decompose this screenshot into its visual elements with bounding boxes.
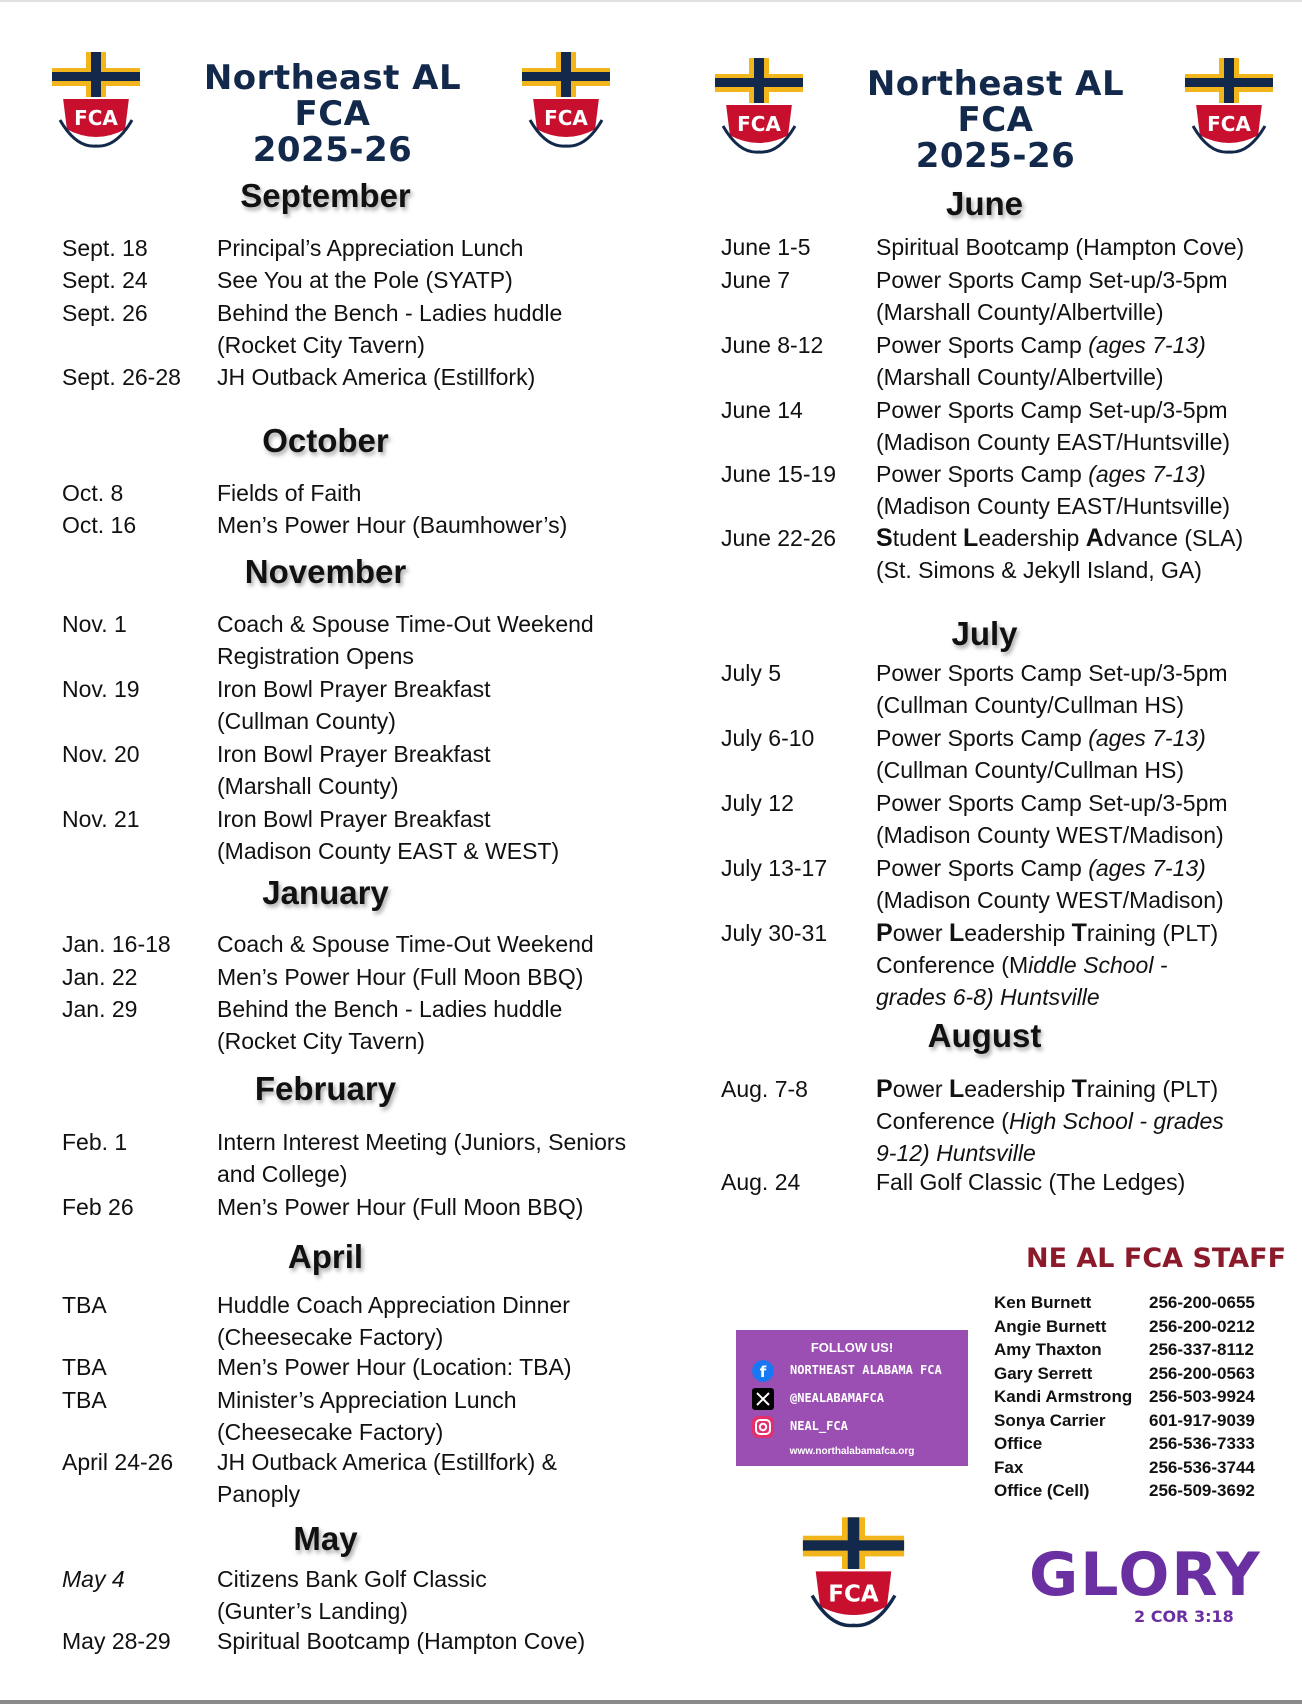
svg-text:f: f	[759, 1363, 767, 1381]
event-title: Power Leadership Training (PLT) Conference (High School - grades 9-12) Huntsville	[876, 1075, 1224, 1166]
event-date: Sept. 26-28	[62, 364, 181, 390]
follow-title: FOLLOW US!	[810, 1340, 894, 1355]
instagram-link[interactable]	[752, 1416, 962, 1440]
month-heading-august: August	[927, 1017, 1042, 1054]
event-date: Nov. 19	[62, 676, 140, 702]
event-date: July 6-10	[721, 725, 815, 751]
event-title: Huddle Coach Appreciation Dinner (Cheesecake Factory)	[217, 1292, 570, 1350]
social-follow-box	[736, 1330, 968, 1466]
staff-row	[994, 1364, 1294, 1388]
event-title: Men’s Power Hour (Baumhower’s)	[217, 512, 568, 538]
event-title: Behind the Bench - Ladies huddle (Rocket City Tavern)	[217, 996, 563, 1054]
event-date: Sept. 24	[62, 267, 148, 293]
svg-text:FCA: FCA	[737, 112, 781, 136]
event-title: Power Sports Camp Set-up/3-5pm (Madison County EAST/Huntsville)	[876, 397, 1231, 455]
event-date: Oct. 8	[62, 480, 124, 506]
event-date: June 7	[721, 267, 791, 293]
event-title: Power Sports Camp (ages 7-13) (Cullman County/Cullman HS)	[876, 725, 1206, 783]
event-date: TBA	[62, 1387, 107, 1413]
month-heading-february: February	[254, 1070, 397, 1107]
event-title: Power Sports Camp Set-up/3-5pm (Marshall County/Albertville)	[876, 267, 1228, 325]
event-date: Oct. 16	[62, 512, 137, 538]
staff-phone: 256-337-8112	[1149, 1340, 1254, 1359]
event-date: Jan. 22	[62, 964, 138, 990]
page-title	[823, 66, 1168, 174]
event-title: Men’s Power Hour (Full Moon BBQ)	[217, 1194, 584, 1220]
month-heading-january: January	[262, 874, 389, 911]
event-date: April 24-26	[62, 1449, 174, 1475]
event-date: June 8-12	[721, 332, 824, 358]
event-date: July 30-31	[721, 920, 828, 946]
header-left	[40, 50, 620, 170]
event-title: Power Leadership Training (PLT) Conference (Middle School - grades 6-8) Huntsville	[876, 919, 1219, 1010]
staff-row	[994, 1411, 1294, 1435]
month-heading-september: September	[240, 177, 411, 214]
event-date: May 28-29	[62, 1628, 171, 1654]
staff-name: Office (Cell)	[994, 1481, 1090, 1500]
event-title: JH Outback America (Estillfork)	[217, 364, 536, 390]
event-title: Power Sports Camp (ages 7-13) (Marshall County/Albertville)	[876, 332, 1206, 390]
staff-phone: 256-536-7333	[1149, 1434, 1255, 1453]
instagram-icon	[752, 1416, 774, 1438]
x-link[interactable]	[752, 1388, 962, 1412]
event-title: Citizens Bank Golf Classic (Gunter’s Landing)	[217, 1566, 487, 1624]
event-title: Spiritual Bootcamp (Hampton Cove)	[876, 234, 1245, 260]
event-date: July 5	[721, 660, 782, 686]
staff-phone: 256-536-3744	[1149, 1457, 1255, 1477]
staff-title: NE AL FCA STAFF	[1025, 1243, 1287, 1274]
event-title: Intern Interest Meeting (Juniors, Seniors and College)	[217, 1129, 627, 1187]
svg-text:FCA: FCA	[544, 106, 588, 130]
staff-name: Amy Thaxton	[994, 1340, 1102, 1359]
event-date: June 15-19	[721, 461, 837, 487]
event-date: Nov. 21	[62, 806, 140, 832]
event-title: Iron Bowl Prayer Breakfast (Madison County EAST & WEST)	[217, 806, 560, 864]
staff-row	[994, 1434, 1294, 1458]
event-date: July 12	[721, 790, 794, 816]
event-date: Nov. 20	[62, 741, 140, 767]
event-date: Nov. 1	[62, 611, 127, 637]
event-title: Power Sports Camp (ages 7-13) (Madison County EAST/Huntsville)	[876, 461, 1231, 519]
month-heading-november: November	[244, 553, 407, 590]
event-date: TBA	[62, 1354, 107, 1380]
staff-row	[994, 1293, 1294, 1317]
event-title: Principal’s Appreciation Lunch	[217, 235, 524, 261]
event-title: Coach & Spouse Time-Out Weekend Registration Opens	[217, 611, 594, 669]
staff-row	[994, 1317, 1294, 1341]
event-title: Iron Bowl Prayer Breakfast (Marshall County)	[217, 741, 491, 799]
event-title: Minister’s Appreciation Lunch (Cheesecake Factory)	[217, 1387, 517, 1445]
x-handle: @NEALABAMAFCA	[790, 1391, 884, 1405]
event-title: JH Outback America (Estillfork) & Panoply	[217, 1449, 557, 1507]
event-title: Coach & Spouse Time-Out Weekend	[217, 931, 594, 957]
instagram-handle: NEAL_FCA	[790, 1419, 848, 1433]
event-date: June 1-5	[721, 234, 811, 260]
month-heading-october: October	[262, 422, 389, 459]
staff-phone: 601-917-9039	[1149, 1410, 1255, 1430]
page-title	[160, 60, 505, 168]
month-heading-june: June	[945, 185, 1024, 222]
svg-text:FCA: FCA	[74, 106, 118, 130]
staff-name: Gary Serrett	[994, 1363, 1093, 1383]
title-line-2: 2025-26	[915, 136, 1076, 176]
glory-word: GLORY	[1029, 1540, 1262, 1610]
fca-logo-icon	[709, 56, 809, 156]
event-date: Feb 26	[62, 1194, 134, 1220]
event-date: July 13-17	[721, 855, 828, 881]
event-date: Jan. 29	[62, 996, 138, 1022]
event-date: June 14	[721, 397, 803, 423]
event-date: Feb. 1	[62, 1129, 128, 1155]
event-title: Power Sports Camp Set-up/3-5pm (Madison County WEST/Madison)	[876, 790, 1228, 848]
event-date: May 4	[62, 1566, 125, 1592]
event-title: See You at the Pole (SYATP)	[217, 267, 513, 293]
month-heading-april: April	[287, 1238, 364, 1275]
event-title: Men’s Power Hour (Location: TBA)	[217, 1354, 572, 1380]
event-date: Sept. 18	[62, 235, 148, 261]
event-title: Iron Bowl Prayer Breakfast (Cullman County)	[217, 676, 491, 734]
event-date: TBA	[62, 1292, 107, 1318]
glory-graphic	[1029, 1540, 1269, 1626]
staff-name: Sonya Carrier	[994, 1410, 1106, 1430]
staff-phone: 256-200-0563	[1149, 1363, 1255, 1383]
event-date: Sept. 26	[62, 300, 148, 326]
right-column	[651, 0, 1302, 1704]
facebook-handle: NORTHEAST ALABAMA FCA	[790, 1363, 942, 1377]
title-line-1: Northeast AL FCA	[866, 64, 1125, 140]
fca-logo-icon	[46, 50, 146, 150]
staff-row	[994, 1387, 1294, 1411]
staff-row	[994, 1458, 1294, 1482]
title-line-1: Northeast AL FCA	[203, 58, 462, 134]
staff-name: Kandi Armstrong	[994, 1387, 1133, 1406]
header-right	[703, 56, 1283, 176]
event-title: Fall Golf Classic (The Ledges)	[876, 1169, 1186, 1195]
event-title: Power Sports Camp Set-up/3-5pm (Cullman County/Cullman HS)	[876, 660, 1228, 718]
facebook-link[interactable]	[752, 1360, 962, 1384]
x-icon	[752, 1388, 774, 1410]
event-title: Spiritual Bootcamp (Hampton Cove)	[217, 1628, 586, 1654]
staff-phone: 256-200-0212	[1149, 1316, 1255, 1336]
event-title: Behind the Bench - Ladies huddle (Rocket City Tavern)	[217, 300, 563, 358]
staff-name: Angie Burnett	[994, 1316, 1107, 1336]
staff-name: Office	[994, 1434, 1043, 1453]
fca-logo-icon	[516, 50, 616, 150]
staff-list	[994, 1293, 1294, 1505]
fca-logo-icon	[796, 1515, 911, 1630]
event-title: Men’s Power Hour (Full Moon BBQ)	[217, 964, 584, 990]
event-title: Power Sports Camp (ages 7-13) (Madison County WEST/Madison)	[876, 855, 1224, 913]
bottom-border	[0, 1700, 1302, 1704]
event-title: Fields of Faith	[217, 480, 362, 506]
staff-name: Ken Burnett	[994, 1293, 1092, 1312]
event-date: Aug. 24	[721, 1169, 801, 1195]
month-heading-july: July	[951, 615, 1018, 652]
svg-text:FCA: FCA	[828, 1581, 879, 1608]
staff-row	[994, 1481, 1294, 1505]
staff-row	[994, 1340, 1294, 1364]
staff-phone: 256-200-0655	[1149, 1293, 1255, 1312]
svg-text:FCA: FCA	[1207, 112, 1251, 136]
scripture-reference: 2 COR 3:18	[1134, 1607, 1234, 1626]
facebook-icon	[752, 1360, 774, 1382]
website-link[interactable]: www.northalabamafca.org	[789, 1446, 915, 1457]
event-date: June 22-26	[721, 525, 837, 551]
fca-logo-icon	[1179, 56, 1279, 156]
event-date: Aug. 7-8	[721, 1076, 808, 1102]
staff-phone: 256-509-3692	[1149, 1481, 1255, 1500]
title-line-2: 2025-26	[252, 130, 413, 170]
staff-name: Fax	[994, 1457, 1024, 1477]
event-title: Student Leadership Advance (SLA) (St. Simons & Jekyll Island, GA)	[876, 524, 1244, 583]
month-heading-may: May	[293, 1520, 358, 1557]
staff-phone: 256-503-9924	[1149, 1387, 1255, 1406]
event-date: Jan. 16-18	[62, 931, 171, 957]
